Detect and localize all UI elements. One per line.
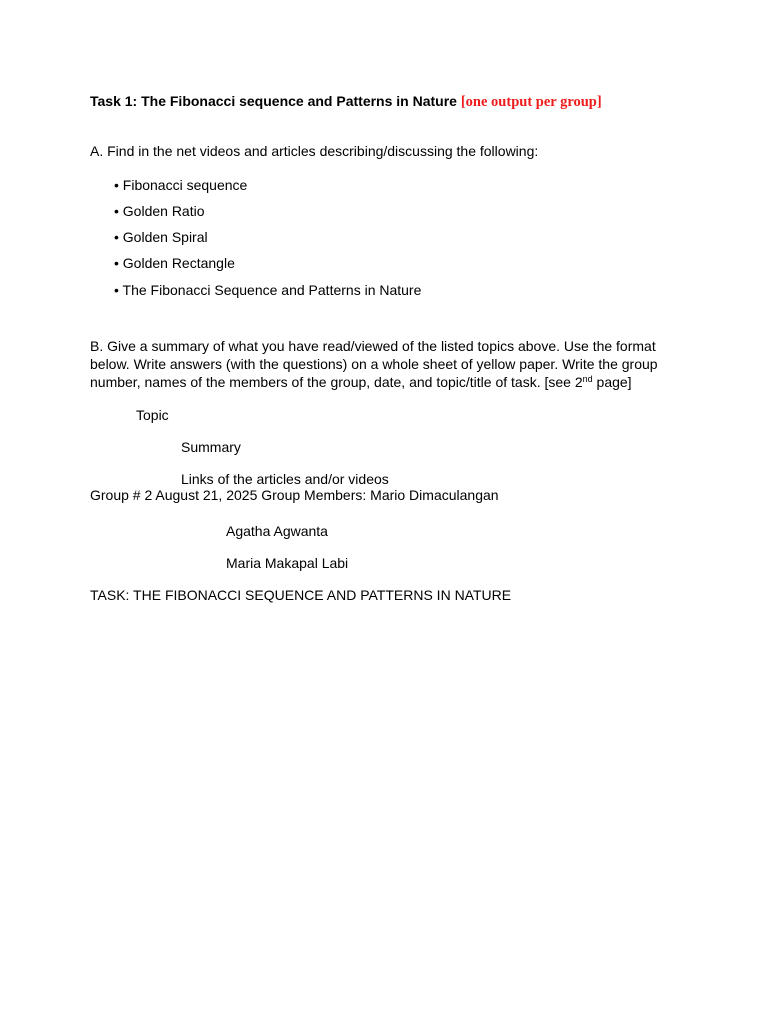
bullet-item: • The Fibonacci Sequence and Patterns in Nature xyxy=(114,282,422,298)
bullet-item: • Golden Rectangle xyxy=(114,255,235,271)
task-heading xyxy=(90,92,602,111)
ordinal-superscript: nd xyxy=(582,374,593,384)
task-note: [one output per group] xyxy=(460,94,602,110)
section-b-line-3-end: page] xyxy=(592,374,632,390)
bullet-item: • Golden Ratio xyxy=(114,203,205,219)
section-b-line-3 xyxy=(90,373,632,391)
task-title-line: TASK: THE FIBONACCI SEQUENCE AND PATTERNS IN NATURE xyxy=(90,587,512,603)
section-b-line-3-text: number, names of the members of the group, date, and topic/title of task. [see 2 xyxy=(90,374,583,390)
group-header: Group # 2 August 21, 2025 Group Members: Mario Dimaculangan xyxy=(90,487,499,503)
section-b-line-2: below. Write answers (with the questions) on a whole sheet of yellow paper. Write the group xyxy=(90,356,658,372)
format-topic: Topic xyxy=(136,407,169,423)
group-member: Agatha Agwanta xyxy=(226,523,328,539)
task-title: Task 1: The Fibonacci sequence and Patterns in Nature xyxy=(90,93,457,109)
section-a-intro: A. Find in the net videos and articles describing/discussing the following: xyxy=(90,143,539,159)
format-links: Links of the articles and/or videos xyxy=(181,471,389,487)
group-member: Maria Makapal Labi xyxy=(226,555,349,571)
format-summary: Summary xyxy=(181,439,241,455)
bullet-item: • Fibonacci sequence xyxy=(114,177,248,193)
section-b-line-1: B. Give a summary of what you have read/viewed of the listed topics above. Use the format xyxy=(90,338,656,354)
bullet-item: • Golden Spiral xyxy=(114,229,208,245)
